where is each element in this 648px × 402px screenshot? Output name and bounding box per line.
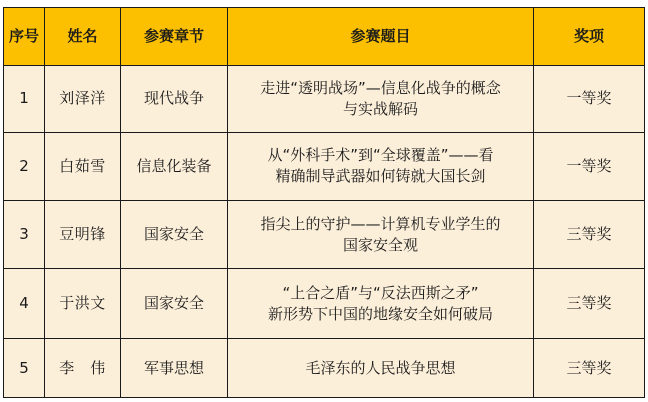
cell-no: 2 (4, 132, 45, 200)
cell-name: 豆明锋 (45, 200, 121, 269)
header-chapter: 参赛章节 (121, 8, 228, 66)
cell-name: 白茹雪 (45, 132, 121, 200)
table-row (4, 339, 645, 398)
header-award: 奖项 (534, 8, 645, 66)
cell-topic (228, 200, 534, 269)
topic-line: 指尖上的守护——计算机专业学生的 (260, 214, 501, 233)
topic-line: “上合之盾”与“反法西斯之矛” (282, 283, 479, 302)
cell-no: 1 (4, 66, 45, 133)
table-header-row (4, 8, 645, 66)
topic-line: 从“外科手术”到“全球覆盖”——看 (267, 146, 494, 165)
cell-chapter: 国家安全 (121, 269, 228, 339)
cell-topic (228, 269, 534, 339)
cell-award: 三等奖 (534, 269, 645, 339)
topic-line: 国家安全观 (342, 235, 418, 254)
cell-no: 3 (4, 200, 45, 269)
table-row (4, 200, 645, 269)
cell-award: 三等奖 (534, 200, 645, 269)
cell-name: 刘泽洋 (45, 66, 121, 133)
cell-chapter: 军事思想 (121, 339, 228, 398)
topic-line: 毛泽东的人民战争思想 (305, 358, 456, 377)
cell-name: 李 伟 (45, 339, 121, 398)
cell-no: 4 (4, 269, 45, 339)
cell-chapter: 现代战争 (121, 66, 228, 133)
topic-line: 走进“透明战场”—信息化战争的概念 (260, 78, 501, 97)
cell-name: 于洪文 (45, 269, 121, 339)
header-topic: 参赛题目 (228, 8, 534, 66)
cell-topic (228, 132, 534, 200)
table-row (4, 132, 645, 200)
cell-award: 一等奖 (534, 66, 645, 133)
topic-line: 新形势下中国的地缘安全如何破局 (267, 304, 493, 323)
cell-topic (228, 66, 534, 133)
cell-chapter: 信息化装备 (121, 132, 228, 200)
topic-line: 精确制导武器如何铸就大国长剑 (275, 167, 486, 186)
cell-award: 一等奖 (534, 132, 645, 200)
cell-chapter: 国家安全 (121, 200, 228, 269)
award-table (3, 7, 645, 398)
table-row (4, 66, 645, 133)
header-name: 姓名 (45, 8, 121, 66)
header-no: 序号 (4, 8, 45, 66)
table-row (4, 269, 645, 339)
topic-line: 与实战解码 (342, 99, 418, 118)
cell-topic (228, 339, 534, 398)
cell-no: 5 (4, 339, 45, 398)
cell-award: 三等奖 (534, 339, 645, 398)
